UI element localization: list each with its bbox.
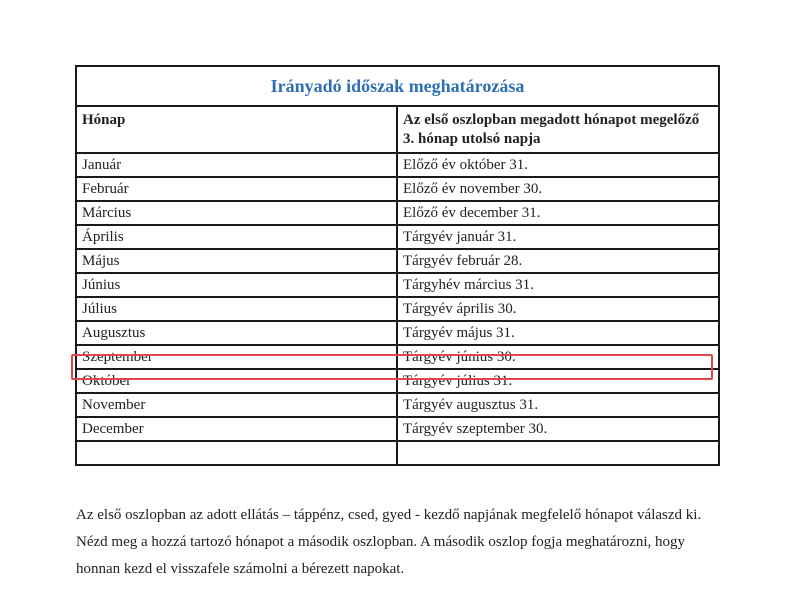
header-last-day: Az első oszlopban megadott hónapot megelőző 3. hónap utolsó napja (397, 106, 719, 153)
last-day-cell: Tárgyév április 30. (397, 297, 719, 321)
table-row (76, 369, 719, 393)
last-day-cell: Tárgyév június 30. (397, 345, 719, 369)
month-cell: Július (76, 297, 397, 321)
table-row (76, 393, 719, 417)
month-cell: Április (76, 225, 397, 249)
month-cell: Október (76, 369, 397, 393)
table-row (76, 417, 719, 441)
last-day-cell: Tárgyév január 31. (397, 225, 719, 249)
header-month: Hónap (76, 106, 397, 153)
month-cell: Szeptember (76, 345, 397, 369)
month-cell: Február (76, 177, 397, 201)
month-cell: Március (76, 201, 397, 225)
table-row (76, 321, 719, 345)
last-day-cell: Előző év november 30. (397, 177, 719, 201)
last-day-cell: Előző év december 31. (397, 201, 719, 225)
table-row (76, 273, 719, 297)
last-day-cell: Előző év október 31. (397, 153, 719, 177)
last-day-cell: Tárgyév február 28. (397, 249, 719, 273)
month-cell: Május (76, 249, 397, 273)
table-header-row (76, 106, 719, 153)
table-title-row (76, 66, 719, 106)
last-day-cell: Tárgyév szeptember 30. (397, 417, 719, 441)
last-day-cell: Tárgyhév március 31. (397, 273, 719, 297)
table-row (76, 153, 719, 177)
table-row (76, 249, 719, 273)
month-cell: November (76, 393, 397, 417)
month-cell: Június (76, 273, 397, 297)
month-cell: Augusztus (76, 321, 397, 345)
table-row (76, 225, 719, 249)
table-row (76, 201, 719, 225)
explanation-paragraph: Az első oszlopban az adott ellátás – táppénz, csed, gyed - kezdő napjának megfelelő hónapot válaszd ki. Nézd meg a hozzá tartozó hónapot a második oszlopban. A második oszlop fogja meghatározni, hogy honnan kezd el visszafele számolni a bérezett napokat. (76, 507, 702, 577)
empty-cell (76, 441, 397, 465)
empty-cell (397, 441, 719, 465)
last-day-cell: Tárgyév július 31. (397, 369, 719, 393)
period-table (75, 65, 720, 466)
last-day-cell: Tárgyév május 31. (397, 321, 719, 345)
table-row-highlighted (76, 345, 719, 369)
empty-table-row (76, 441, 719, 465)
table-row (76, 297, 719, 321)
month-cell: December (76, 417, 397, 441)
month-cell: Január (76, 153, 397, 177)
table-title: Irányadó időszak meghatározása (76, 66, 719, 106)
table-row (76, 177, 719, 201)
last-day-cell: Tárgyév augusztus 31. (397, 393, 719, 417)
